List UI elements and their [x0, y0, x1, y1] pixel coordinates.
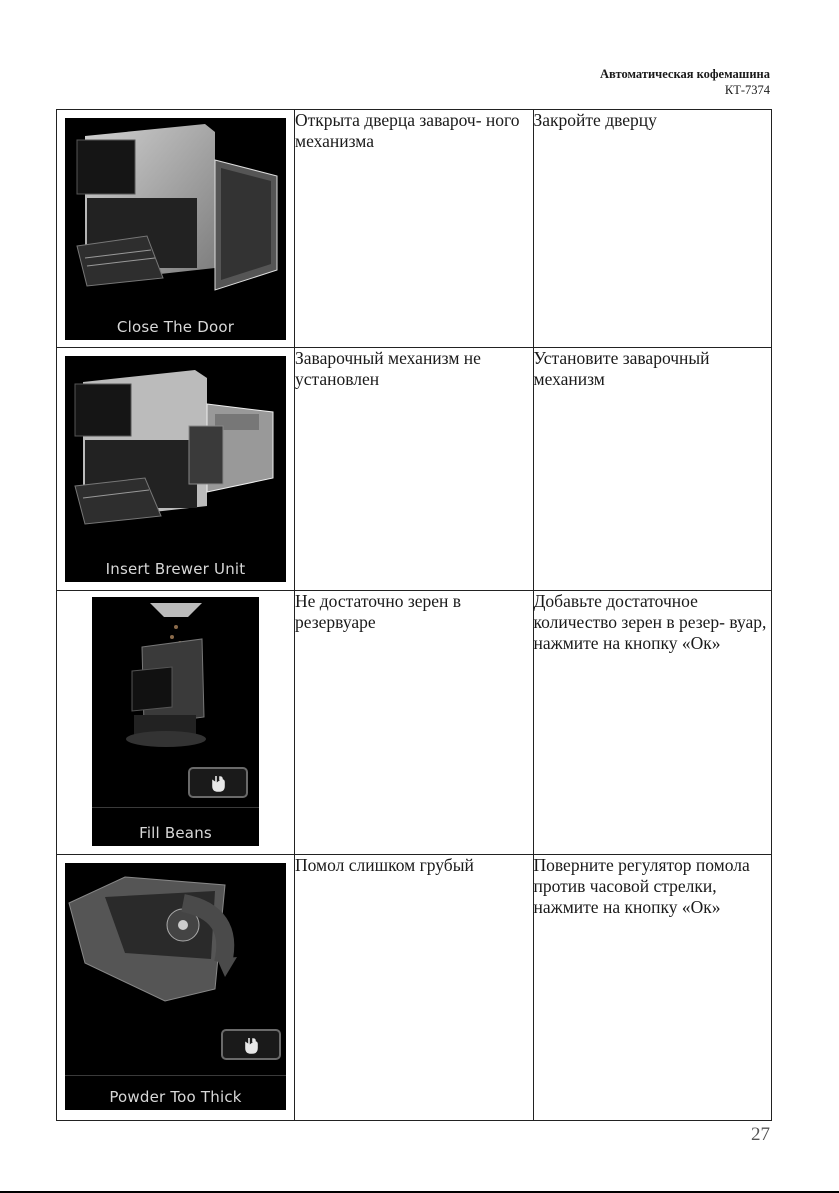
screen-caption: Powder Too Thick [109, 1088, 242, 1106]
hand-press-icon [210, 774, 226, 792]
screen-caption: Fill Beans [139, 824, 212, 842]
solution-cell: Добавьте достаточное количество зерен в резер- вуар, нажмите на кнопку «Ок» [533, 591, 772, 855]
screen-cell [57, 591, 295, 855]
grinder-dial-icon [65, 863, 286, 1013]
coffee-machine-no-brewer-icon [65, 356, 286, 582]
table-row [57, 110, 772, 348]
display-screenshot [65, 118, 286, 340]
display-screenshot [65, 863, 286, 1110]
solution-cell: Установите заварочный механизм [533, 348, 772, 591]
table-row [57, 591, 772, 855]
model-number: КТ-7374 [724, 83, 770, 97]
problem-cell: Открыта дверца завароч- ного механизма [295, 110, 534, 348]
solution-cell: Закройте дверцу [533, 110, 772, 348]
coffee-machine-door-open-icon [65, 118, 286, 340]
screen-cell [57, 348, 295, 591]
solution-cell: Поверните регулятор помола против часовой стрелки, нажмите на кнопку «Ок» [533, 855, 772, 1121]
error-messages-table [56, 109, 772, 1121]
ok-button[interactable] [188, 767, 248, 798]
screen-cell [57, 110, 295, 348]
problem-cell: Помол слишком грубый [295, 855, 534, 1121]
screen-caption: Close The Door [116, 318, 235, 336]
display-screenshot [92, 597, 259, 846]
screen-cell [57, 855, 295, 1121]
coffee-machine-bean-hopper-icon [92, 597, 259, 787]
display-screenshot [65, 356, 286, 582]
problem-cell: Не достаточно зерен в резервуаре [295, 591, 534, 855]
problem-cell: Заварочный механизм не установлен [295, 348, 534, 591]
table-row [57, 348, 772, 591]
screen-caption: Insert Brewer Unit [105, 560, 246, 578]
page-number: 27 [751, 1124, 770, 1145]
document-title: Автоматическая кофемашина [600, 67, 770, 81]
ok-button[interactable] [221, 1029, 281, 1060]
hand-press-icon [243, 1036, 259, 1054]
document-header [600, 66, 770, 98]
table-row [57, 855, 772, 1121]
